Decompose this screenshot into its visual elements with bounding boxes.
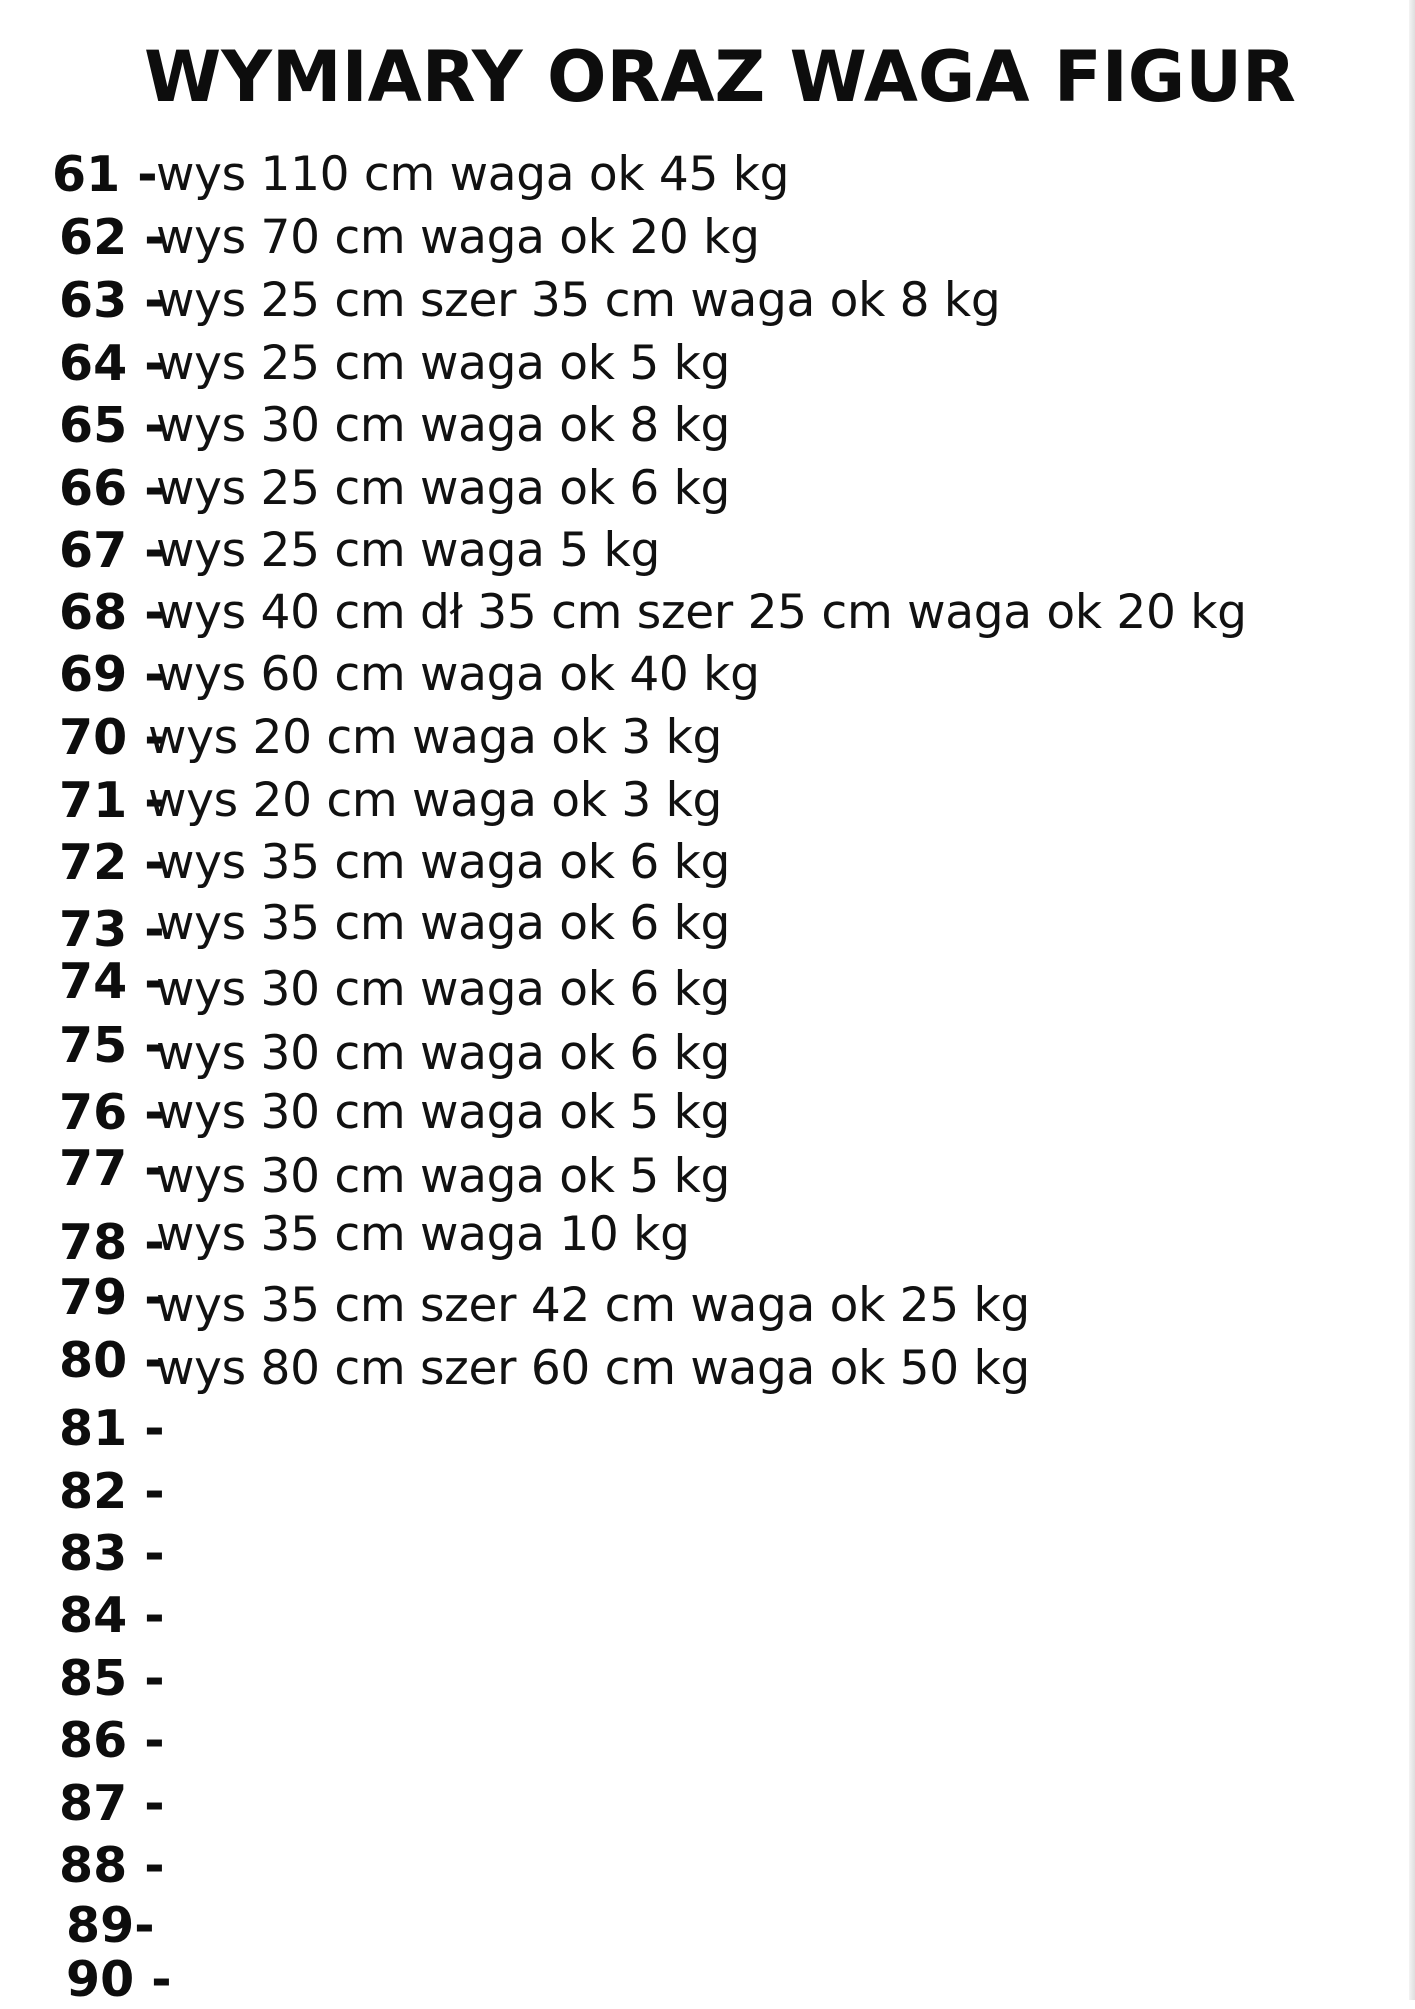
item-description: wys 25 cm waga ok 5 kg <box>156 336 731 391</box>
item-number: 78 - <box>59 1214 165 1271</box>
item-description: wys 35 cm waga ok 6 kg <box>156 896 731 951</box>
item-description: wys 110 cm waga ok 45 kg <box>156 147 790 202</box>
item-description: wys 25 cm szer 35 cm waga ok 8 kg <box>156 273 1001 328</box>
item-description: wys 35 cm waga 10 kg <box>156 1207 690 1262</box>
item-description: wys 60 cm waga ok 40 kg <box>156 647 760 702</box>
item-number: 87 - <box>59 1775 165 1832</box>
item-number: 70 - <box>59 709 165 766</box>
item-description: wys 30 cm waga ok 5 kg <box>156 1149 731 1204</box>
item-number: 82 - <box>59 1463 165 1520</box>
item-description: wys 30 cm waga ok 6 kg <box>156 962 731 1017</box>
item-number: 69 - <box>59 646 165 703</box>
item-description: wys 35 cm waga ok 6 kg <box>156 835 731 890</box>
item-description: wys 30 cm waga ok 6 kg <box>156 1026 731 1081</box>
item-number: 65 - <box>59 397 165 454</box>
item-number: 62 - <box>59 209 165 266</box>
item-number: 76 - <box>59 1084 165 1141</box>
item-number: 77 - <box>59 1140 165 1197</box>
item-number: 89- <box>66 1897 155 1954</box>
item-description: wys 20 cm waga ok 3 kg <box>148 773 723 828</box>
item-description: wys 80 cm szer 60 cm waga ok 50 kg <box>156 1341 1030 1396</box>
item-number: 75 - <box>59 1017 165 1074</box>
item-number: 63 - <box>59 272 165 329</box>
item-number: 73 - <box>59 901 165 958</box>
item-number: 83 - <box>59 1525 165 1582</box>
item-number: 68 - <box>59 584 165 641</box>
item-number: 72 - <box>59 834 165 891</box>
item-number: 85 - <box>59 1650 165 1707</box>
item-number: 61 - <box>52 146 158 203</box>
item-number: 90 - <box>66 1951 172 2008</box>
item-description: wys 40 cm dł 35 cm szer 25 cm waga ok 20 kg <box>156 585 1247 640</box>
item-number: 67 - <box>59 522 165 579</box>
item-number: 71 - <box>59 772 165 829</box>
item-description: wys 35 cm szer 42 cm waga ok 25 kg <box>156 1278 1030 1333</box>
item-number: 66 - <box>59 460 165 517</box>
item-description: wys 25 cm waga 5 kg <box>156 523 661 578</box>
item-number: 74 - <box>59 953 165 1010</box>
item-number: 88 - <box>59 1837 165 1894</box>
item-description: wys 30 cm waga ok 8 kg <box>156 398 731 453</box>
item-description: wys 20 cm waga ok 3 kg <box>148 710 723 765</box>
item-number: 64 - <box>59 335 165 392</box>
item-description: wys 25 cm waga ok 6 kg <box>156 461 731 516</box>
item-description: wys 70 cm waga ok 20 kg <box>156 210 760 265</box>
item-number: 81 - <box>59 1400 165 1457</box>
item-number: 80 - <box>59 1332 165 1389</box>
item-description: wys 30 cm waga ok 5 kg <box>156 1085 731 1140</box>
item-number: 86 - <box>59 1712 165 1769</box>
page-title: WYMIARY ORAZ WAGA FIGUR <box>144 36 1296 118</box>
item-number: 84 - <box>59 1587 165 1644</box>
item-number: 79 - <box>59 1269 165 1326</box>
